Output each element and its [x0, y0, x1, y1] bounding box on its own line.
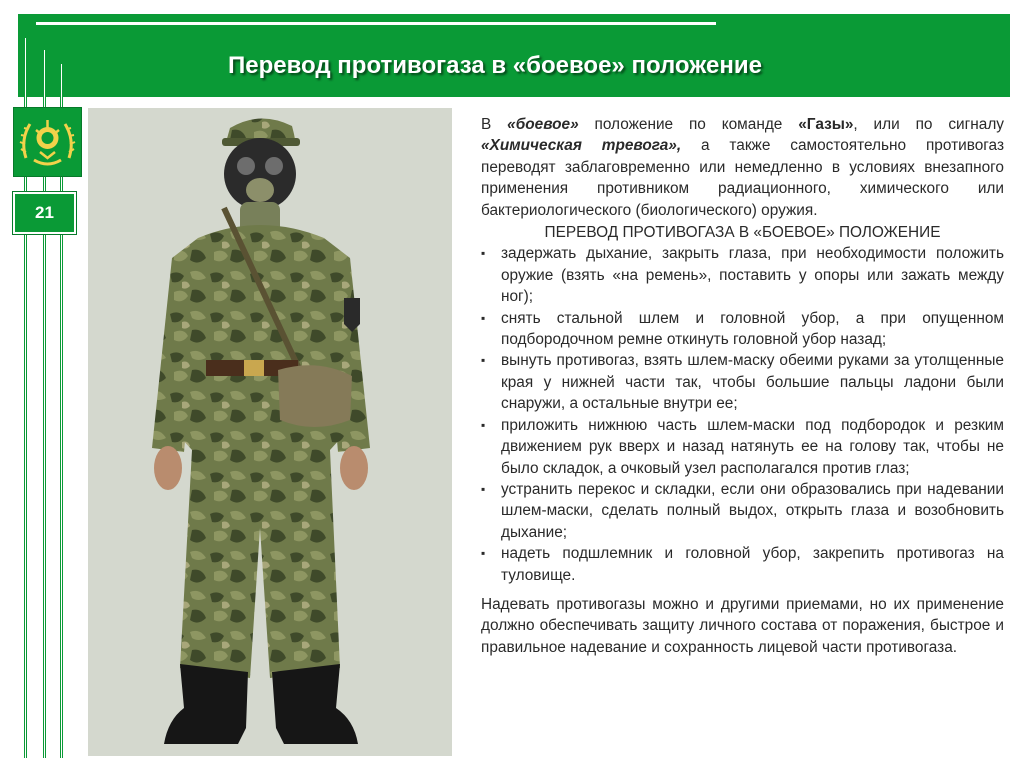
emblem-logo — [13, 107, 82, 177]
banner-decor-line — [36, 22, 716, 25]
closing-paragraph: Надевать противогазы можно и другими приемами, но их применение должно обеспечивать защиту личного состава от поражения, быстрое и правильное надевание и сохранность лицевой части противогаза. — [481, 595, 1004, 656]
list-item: ▪ приложить нижнюю часть шлем-маски под подбородок и резким движением рук вверх и назад натянуть ее на голову так, чтобы не было складок, а очковый узел располагался против глаз; — [481, 416, 1004, 477]
soldier-photo — [88, 108, 452, 756]
list-item: ▪ снять стальной шлем и головной убор, а при опущенном подбородочном ремне откинуть головной убор назад; — [481, 309, 1004, 349]
soldier-in-gas-mask-image — [88, 108, 452, 756]
bullet-icon: ▪ — [481, 481, 486, 496]
title-banner — [18, 14, 1010, 97]
bullet-icon: ▪ — [481, 546, 486, 561]
bullet-icon: ▪ — [481, 353, 486, 368]
bullet-icon: ▪ — [481, 310, 486, 325]
list-item: ▪ устранить перекос и складки, если они образовались при надевании шлем-маски, сделать полный выдох, открыть глаза и возобновить дыхание; — [481, 480, 1004, 541]
description-text — [481, 114, 1004, 658]
list-item: ▪ задержать дыхание, закрыть глаза, при необходимости положить оружие (взять «на ремень», поставить у опоры или зажать между ног); — [481, 245, 1004, 306]
steps-list — [481, 243, 1004, 586]
list-item: ▪ надеть подшлемник и головной убор, закрепить противогаз на туловище. — [481, 545, 1004, 584]
bullet-icon: ▪ — [481, 246, 486, 261]
intro-paragraph: В «боевое» положение по команде «Газы», или по сигналу «Химическая тревога», а также самостоятельно противогаз переводят заблаговременно или немедленно в условиях внезапного применения противником радиационного, химического или бактериологического (биологического) оружия. — [481, 116, 1004, 219]
steps-heading: ПЕРЕВОД ПРОТИВОГАЗА В «БОЕВОЕ» ПОЛОЖЕНИЕ — [544, 224, 941, 242]
chemical-troops-emblem-icon — [14, 108, 81, 176]
page-number-badge: 21 — [13, 192, 76, 234]
bullet-icon: ▪ — [481, 417, 486, 432]
slide-title: Перевод противогаза в «боевое» положение — [228, 52, 762, 79]
list-item: ▪ вынуть противогаз, взять шлем-маску обеими руками за утолщенные края у нижней части так, чтобы большие пальцы ладони были снаружи, а остальные внутри ее; — [481, 352, 1004, 413]
